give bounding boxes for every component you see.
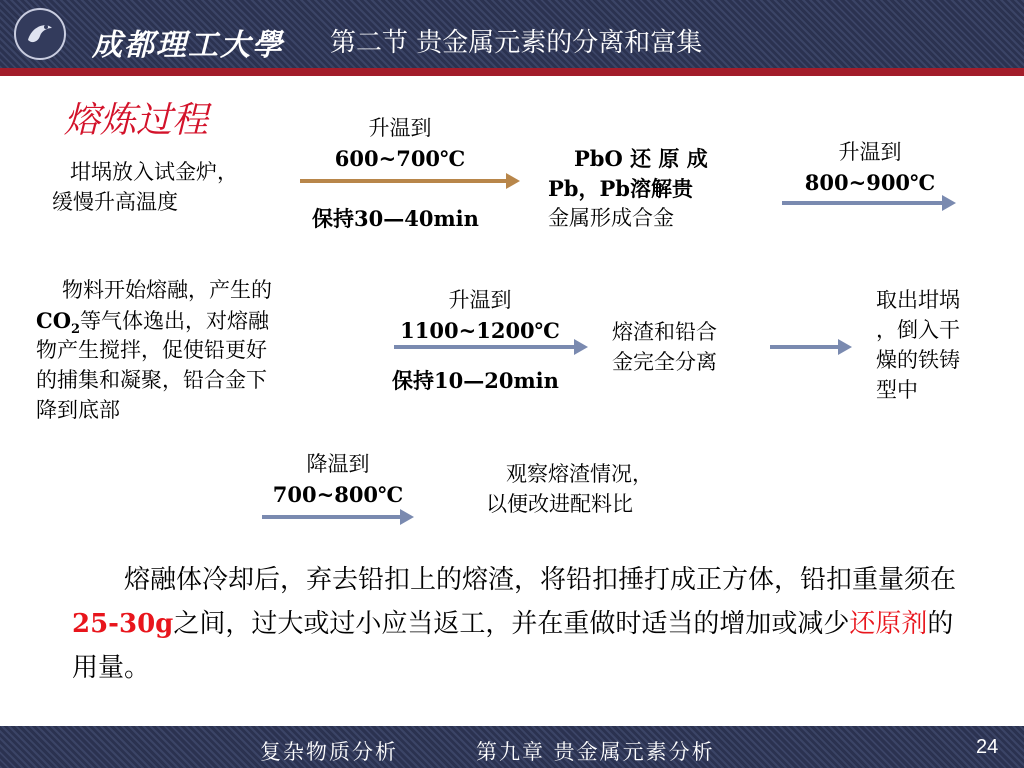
page-number: 24: [976, 736, 999, 758]
arrow2-label-temp: 升温到: [838, 140, 902, 164]
step5-line2: ，倒入干: [876, 318, 960, 342]
footer-course-name: 复杂物质分析: [260, 740, 398, 764]
co2-formula: CO: [36, 308, 72, 333]
step3-line5: 降到底部: [36, 398, 120, 422]
blue-arrow-icon: [770, 338, 854, 356]
footer-chapter-title: 第九章 贵金属元素分析: [476, 740, 715, 764]
arrow3-label-range: 1100~1200℃: [400, 318, 560, 343]
arrow3-label-temp: 升温到: [448, 288, 512, 312]
arrow1-label-range: 600~700℃: [334, 146, 466, 171]
arrow4-label-temp: 降温到: [306, 452, 370, 476]
step1-line2: 缓慢升高温度: [52, 190, 178, 214]
summary-paragraph: [72, 558, 962, 690]
header-accent-stripe: [0, 68, 1024, 76]
gold-arrow-icon: [300, 172, 522, 190]
step6-line1: 观察熔渣情况，: [506, 462, 653, 486]
section-heading: 熔炼过程: [64, 100, 209, 141]
step5-line3: 燥的铁铸: [876, 348, 960, 372]
blue-arrow-icon: [262, 508, 416, 526]
paragraph-text-2: 之间，过大或过小应当返工，并在重做时适当的增加或减少: [173, 609, 850, 639]
paragraph-text-1: 熔融体冷却后，弃去铅扣上的熔渣，将铅扣捶打成正方体，铅扣重量须在: [124, 565, 957, 595]
paragraph-highlight-weight: 25-30g: [72, 609, 174, 639]
step3-line2-text: 等气体逸出，对熔融: [80, 309, 270, 333]
step4-line2: 金完全分离: [612, 350, 717, 374]
arrow3-label-hold: 保持10—20min: [392, 368, 559, 393]
paragraph-highlight-reductant: 还原剂: [849, 609, 928, 639]
step2-line3: 金属形成合金: [548, 206, 674, 230]
step3-line3: 物产生搅拌，促使铅更好: [36, 338, 267, 362]
step2-line2: Pb，Pb溶解贵: [548, 176, 693, 201]
step1-line1: 坩埚放入试金炉，: [70, 160, 238, 184]
university-name: 成都理工大學: [92, 28, 284, 63]
step6-line2: 以便改进配料比: [486, 492, 633, 516]
arrow2-label-range: 800~900℃: [804, 170, 936, 195]
university-logo-icon: [14, 8, 66, 60]
paragraph-text-3: 的用量。: [72, 609, 954, 683]
step2-line1: PbO 还 原 成: [574, 146, 708, 171]
step3-line4: 的捕集和凝聚，铅合金下: [36, 368, 267, 392]
step4-line1: 熔渣和铅合: [612, 320, 717, 344]
step3-line1: 物料开始熔融，产生的: [62, 278, 272, 302]
page-title: 第二节 贵金属元素的分离和富集: [330, 28, 703, 58]
arrow1-label-temp: 升温到: [368, 116, 432, 140]
blue-arrow-icon: [782, 194, 958, 212]
co2-subscript: 2: [71, 322, 81, 338]
step5-line4: 型中: [876, 378, 918, 402]
arrow4-label-range: 700~800℃: [272, 482, 404, 507]
arrow1-label-hold: 保持30—40min: [312, 206, 479, 231]
blue-arrow-icon: [394, 338, 590, 356]
step5-line1: 取出坩埚: [876, 288, 960, 312]
